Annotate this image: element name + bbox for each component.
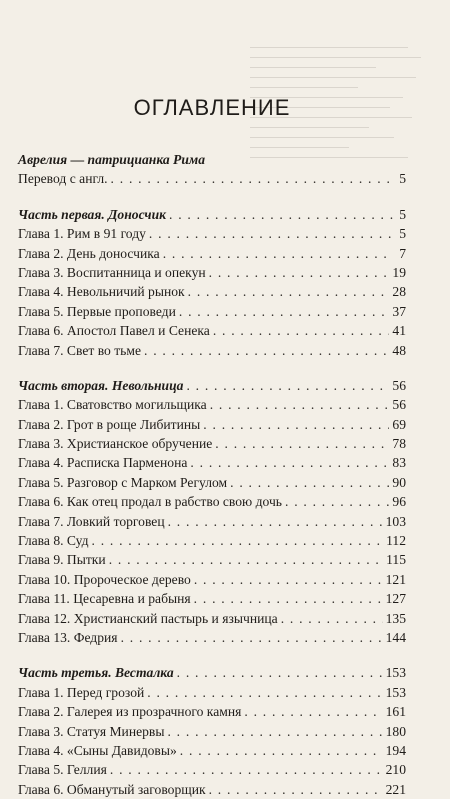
entry-page-number: 115	[386, 552, 406, 568]
section-page-number: 56	[392, 377, 406, 393]
entry-title: Глава 7. Ловкий торговец	[18, 513, 165, 529]
toc-entry	[18, 302, 406, 321]
entry-title: Глава 3. Христианское обручение	[18, 436, 213, 452]
toc-entry	[18, 741, 406, 760]
dot-leader	[209, 263, 390, 282]
toc-entry	[18, 395, 406, 414]
entry-title: Глава 4. Расписка Парменона	[18, 455, 188, 471]
entry-page-number: 194	[385, 742, 406, 758]
toc-entry	[18, 263, 406, 282]
toc-section	[18, 205, 406, 360]
dot-leader	[209, 780, 383, 799]
dot-leader	[244, 702, 382, 721]
toc-entry	[18, 531, 406, 550]
dot-leader	[230, 473, 389, 492]
entry-title: Глава 5. Первые проповеди	[18, 303, 176, 319]
entry-title: Глава 7. Свет во тьме	[18, 342, 141, 358]
entry-page-number: 135	[385, 610, 406, 626]
entry-page-number: 5	[399, 226, 406, 242]
toc-entry	[18, 550, 406, 569]
dot-leader	[177, 663, 383, 682]
toc-entry	[18, 473, 406, 492]
entry-title: Глава 13. Федрия	[18, 629, 118, 645]
toc-entry	[18, 453, 406, 472]
dot-leader	[213, 321, 390, 340]
dot-leader	[281, 609, 383, 628]
entry-page-number: 161	[385, 704, 406, 720]
entry-title: Глава 5. Разговор с Марком Регулом	[18, 474, 228, 490]
entry-title: Глава 8. Суд	[18, 533, 89, 549]
entry-page-number: 41	[392, 323, 406, 339]
toc-entry	[18, 702, 406, 721]
toc-entry	[18, 321, 406, 340]
entry-page-number: 28	[392, 284, 406, 300]
dot-leader	[188, 282, 390, 301]
entry-page-number: 5	[399, 171, 406, 187]
dot-leader	[203, 415, 389, 434]
entry-title: Глава 5. Геллия	[18, 762, 107, 778]
toc-entry	[18, 244, 406, 263]
toc-entry	[18, 722, 406, 741]
dot-leader	[215, 434, 389, 453]
dot-leader	[121, 628, 383, 647]
toc-section	[18, 376, 406, 647]
toc-entry	[18, 760, 406, 779]
toc-entry	[18, 570, 406, 589]
entry-page-number: 144	[385, 629, 406, 645]
entry-title: Глава 2. Галерея из прозрачного камня	[18, 704, 242, 720]
entry-title: Глава 6. Как отец продал в рабство свою дочь	[18, 494, 283, 510]
section-title: Часть вторая. Невольница	[18, 377, 184, 393]
entry-page-number: 19	[392, 264, 406, 280]
entry-page-number: 56	[392, 397, 406, 413]
toc-entry	[18, 415, 406, 434]
dot-leader	[190, 453, 389, 472]
entry-title: Глава 2. День доносчика	[18, 245, 160, 261]
dot-leader	[179, 302, 390, 321]
entry-page-number: 153	[385, 684, 406, 700]
toc-entry	[18, 609, 406, 628]
toc-entry	[18, 512, 406, 531]
entry-title: Перевод с англ.	[18, 171, 108, 187]
entry-title: Глава 6. Обманутый заговорщик	[18, 781, 206, 797]
entry-title: Глава 1. Рим в 91 году	[18, 226, 146, 242]
dot-leader	[167, 722, 382, 741]
toc-entry	[18, 589, 406, 608]
entry-title: Глава 10. Пророческое дерево	[18, 571, 191, 587]
dot-leader	[285, 492, 389, 511]
dot-leader	[194, 589, 383, 608]
entry-page-number: 127	[385, 591, 406, 607]
section-page-number: 153	[385, 665, 406, 681]
entry-title: Глава 9. Пытки	[18, 552, 106, 568]
entry-page-number: 37	[392, 303, 406, 319]
entry-title: Глава 11. Цесаревна и рабыня	[18, 591, 191, 607]
dot-leader	[180, 741, 383, 760]
section-page-number: 5	[399, 206, 406, 222]
dot-leader	[169, 205, 393, 224]
entry-page-number: 78	[392, 436, 406, 452]
entry-page-number: 7	[399, 245, 406, 261]
toc-section-heading	[18, 150, 406, 169]
entry-page-number: 48	[392, 342, 406, 358]
entry-page-number: 103	[385, 513, 406, 529]
entry-title: Глава 12. Христианский пастырь и язычница	[18, 610, 278, 626]
dot-leader	[111, 169, 393, 188]
entry-title: Глава 3. Воспитанница и опекун	[18, 264, 206, 280]
entry-page-number: 221	[385, 781, 406, 797]
section-title: Часть первая. Доносчик	[18, 206, 167, 222]
toc-entry	[18, 683, 406, 702]
toc-entry	[18, 780, 406, 799]
entry-title: Глава 1. Сватовство могильщика	[18, 397, 207, 413]
dot-leader	[110, 760, 383, 779]
dot-leader	[147, 683, 382, 702]
entry-title: Глава 6. Апостол Павел и Сенека	[18, 323, 210, 339]
dot-leader	[168, 512, 383, 531]
toc-entry	[18, 341, 406, 360]
entry-page-number: 112	[386, 533, 406, 549]
dot-leader	[194, 570, 383, 589]
dot-leader	[186, 376, 389, 395]
toc-entry	[18, 434, 406, 453]
entry-page-number: 90	[392, 474, 406, 490]
entry-title: Глава 3. Статуя Минервы	[18, 723, 165, 739]
entry-page-number: 83	[392, 455, 406, 471]
dot-leader	[92, 531, 384, 550]
section-title: Аврелия — патрицианка Рима	[18, 152, 206, 167]
entry-page-number: 96	[392, 494, 406, 510]
entry-page-number: 121	[385, 571, 406, 587]
toc-entry	[18, 224, 406, 243]
section-title: Часть третья. Весталка	[18, 665, 174, 681]
entry-page-number: 210	[385, 762, 406, 778]
entry-title: Глава 1. Перед грозой	[18, 684, 145, 700]
toc-entry	[18, 282, 406, 301]
toc-section-heading	[18, 205, 406, 224]
table-of-contents	[18, 150, 406, 799]
dot-leader	[163, 244, 393, 263]
toc-section-heading	[18, 376, 406, 395]
entry-title: Глава 4. Невольничий рынок	[18, 284, 185, 300]
toc-entry	[18, 169, 406, 188]
entry-title: Глава 2. Грот в роще Либитины	[18, 416, 201, 432]
entry-page-number: 180	[385, 723, 406, 739]
toc-entry	[18, 628, 406, 647]
toc-section	[18, 150, 406, 189]
toc-section-heading	[18, 663, 406, 682]
entry-title: Глава 4. «Сыны Давидовы»	[18, 742, 177, 758]
entry-page-number: 69	[392, 416, 406, 432]
page-title: ОГЛАВЛЕНИЕ	[133, 95, 291, 120]
dot-leader	[149, 224, 393, 243]
toc-entry	[18, 492, 406, 511]
dot-leader	[109, 550, 383, 569]
toc-section	[18, 663, 406, 799]
dot-leader	[210, 395, 390, 414]
dot-leader	[144, 341, 389, 360]
